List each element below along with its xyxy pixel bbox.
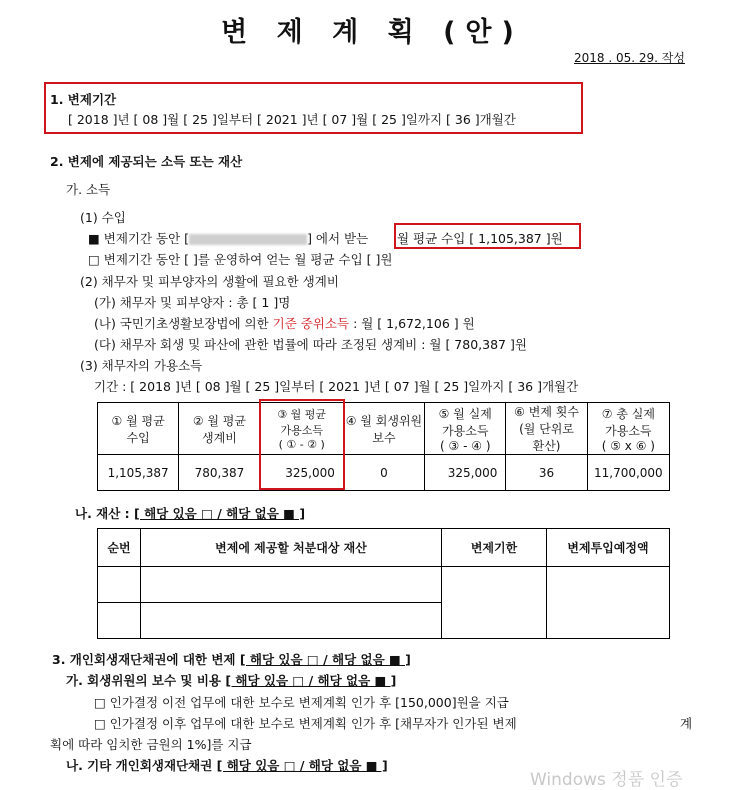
median-income-pre: (나) 국민기초생활보장법에 의한: [94, 316, 273, 331]
trustee-fee-heading: [66, 671, 396, 689]
revenue-line-1: [88, 229, 368, 247]
adjusted-living-cost-line: (다) 채무자 회생 및 파산에 관한 법률에 따라 조정된 생계비 : 월 [ 780,387 ]원: [94, 337, 527, 352]
available-income-highlight: [259, 399, 345, 490]
value-actual-income: 325,000: [425, 455, 506, 491]
value-installments: 36: [506, 455, 587, 491]
trustee-fee-line-2: □ 인가결정 이후 업무에 대한 보수로 변제계획 인가 후 [채무자가 인가된 변제: [94, 716, 517, 731]
col-header-5: ⑤ 월 실제 가용소득 ( ③ - ④ ): [425, 403, 506, 455]
col-header-6: ⑥ 변제 횟수 (월 단위로 환산): [506, 403, 587, 455]
document-title: 변 제 계 획 (안): [221, 17, 524, 48]
disposable-period-line: 기간 : [ 2018 ]년 [ 08 ]월 [ 25 ]일부터 [ 2021 ]년 [ 07 ]월 [ 25 ]일까지 [ 36 ]개월간: [94, 379, 579, 394]
repayment-period-line: [ 2018 ]년 [ 08 ]월 [ 25 ]일부터 [ 2021 ]년 [ 07 ]월 [ 25 ]일까지 [ 36 ]개월간: [68, 112, 516, 127]
section3-title: 3. 개인회생재단채권에 대한 변제: [52, 652, 240, 667]
value-monthly-income: 1,105,387: [98, 455, 179, 491]
median-income-line: [94, 314, 475, 332]
disposable-income-heading: (3) 채무자의 가용소득: [80, 358, 203, 373]
cut-off-line: [78, 780, 82, 787]
living-cost-heading: (2) 채무자 및 피부양자의 생활에 필요한 생계비: [80, 274, 339, 289]
section2-heading: 2. 변제에 제공되는 소득 또는 재산: [50, 154, 243, 169]
trustee-fee-line-3: 획에 따라 임치한 금원의 1%]를 지급: [50, 737, 252, 752]
value-total-income: 11,700,000: [587, 455, 669, 491]
revenue-line-2: □ 변제기간 동안 [ ]를 운영하여 얻는 월 평균 수입 [ ]원: [88, 252, 393, 267]
value-trustee-fee: 0: [343, 455, 424, 491]
property-cell: [442, 567, 547, 639]
other-claims-heading: [66, 756, 388, 774]
col-header-4: ④ 월 회생위원 보수: [343, 403, 424, 455]
revenue-line-1-mid: ] 에서 받는: [307, 231, 369, 246]
trustee-fee-status: [ 해당 있음 □ / 해당 없음 ■ ]: [225, 673, 397, 688]
property-status: [ 해당 있음 □ / 해당 없음 ■ ]: [134, 506, 306, 521]
other-claims-status: [ 해당 있음 □ / 해당 없음 ■ ]: [216, 758, 388, 773]
disposable-income-table: [97, 402, 670, 491]
section1-heading: 1. 변제기간: [50, 92, 117, 107]
revenue-line-1-pre: ■ 변제기간 동안 [: [88, 231, 190, 246]
section3-status: [ 해당 있음 □ / 해당 없음 ■ ]: [239, 652, 411, 667]
property-cell: [141, 603, 442, 639]
trustee-fee-title: 가. 회생위원의 보수 및 비용: [66, 673, 226, 688]
property-cell: [98, 603, 141, 639]
other-claims-title: 나. 기타 개인회생재단채권: [66, 758, 217, 773]
document-date: 2018 . 05. 29. 작성: [574, 51, 685, 65]
median-income-highlight: 기준 중위소득: [272, 316, 350, 331]
section3-heading: [52, 650, 411, 668]
redacted-employer: [189, 234, 307, 245]
activation-watermark: Windows 정품 인증: [530, 770, 683, 790]
monthly-income-value: 월 평균 수입 [ 1,105,387 ]원: [397, 231, 563, 246]
trustee-fee-line-1: □ 인가결정 이전 업무에 대한 보수로 변제계획 인가 후 [150,000]원을 지급: [94, 695, 509, 710]
property-table: [97, 528, 670, 639]
trustee-fee-line-2-end: 계: [680, 716, 693, 731]
property-col-asset: 변제에 제공할 처분대상 재산: [141, 529, 442, 567]
value-living-cost: 780,387: [179, 455, 260, 491]
property-label: 나. 재산 :: [75, 506, 135, 521]
property-col-deadline: 변제기한: [442, 529, 547, 567]
property-cell: [141, 567, 442, 603]
median-income-post: : 월 [ 1,672,106 ] 원: [349, 316, 475, 331]
col-header-1: ① 월 평균 수입: [98, 403, 179, 455]
property-col-seq: 순번: [98, 529, 141, 567]
property-col-amount: 변제투입예정액: [547, 529, 670, 567]
property-cell: [547, 567, 670, 639]
dependents-line: (가) 채무자 및 피부양자 : 총 [ 1 ]명: [94, 295, 291, 310]
col-header-3: ③ 월 평균 가용소득 ( ① - ② ): [260, 403, 343, 455]
col-header-7: ⑦ 총 실제 가용소득 ( ⑤ x ⑥ ): [587, 403, 669, 455]
property-line: [75, 504, 305, 522]
value-available-income: 325,000: [260, 455, 343, 491]
col-header-2: ② 월 평균 생계비: [179, 403, 260, 455]
income-subheading: 가. 소득: [66, 182, 111, 197]
revenue-heading: (1) 수입: [80, 210, 126, 225]
property-cell: [98, 567, 141, 603]
